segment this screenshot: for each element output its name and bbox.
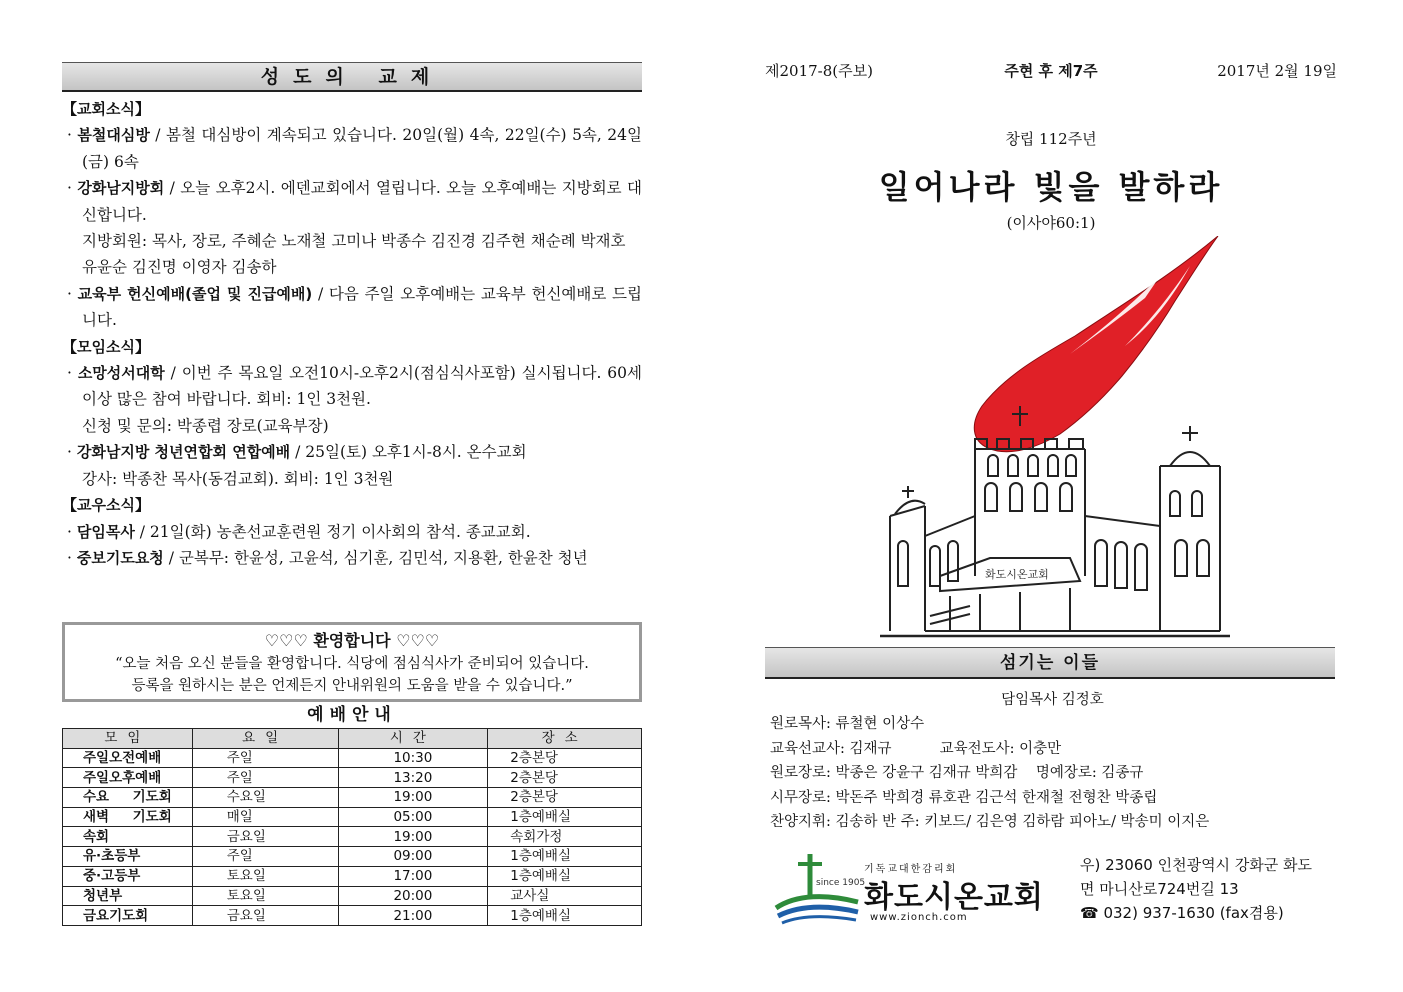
liturgical-week: 주현 후 제7주 bbox=[1004, 62, 1098, 80]
table-row bbox=[63, 847, 642, 867]
news-category: 【모임소식】 bbox=[62, 337, 150, 356]
staff-entry: 교육전도사: 이충만 bbox=[939, 740, 1062, 757]
scripture-reference: (이사야60:1) bbox=[1006, 214, 1096, 232]
table-cell: 05:00 bbox=[338, 807, 488, 827]
table-cell: 1층예배실 bbox=[488, 866, 642, 886]
column-header: 모임 bbox=[63, 729, 193, 749]
church-logo bbox=[772, 850, 1072, 930]
bulletin-date: 2017년 2월 19일 bbox=[1217, 62, 1337, 80]
staff-entry: 원로장로: 박종은 강윤구 김재규 박희감 bbox=[770, 765, 1018, 782]
table-cell: 09:00 bbox=[338, 847, 488, 867]
church-illustration bbox=[870, 236, 1240, 640]
logo-church-name: 화도시온교회 bbox=[864, 880, 1044, 915]
worship-title: 예배안내 bbox=[307, 705, 397, 725]
welcome-box bbox=[62, 622, 642, 702]
table-cell: 금요일 bbox=[192, 906, 338, 926]
staff-line: 찬양지휘: 김송하 반 주: 키보드/ 김은영 김하람 피아노/ 박송미 이지은 bbox=[770, 814, 1210, 831]
news-item-sub: 지방회원: 목사, 장로, 주혜순 노재철 고미나 박종수 김진경 김주현 채순례 박재호 유윤순 김진명 이영자 김송하 bbox=[82, 232, 626, 277]
news-item-title: 소망성서대학 bbox=[77, 364, 165, 383]
news-item-text: / 오늘 오후2시. 에덴교회에서 열립니다. 오늘 오후예배는 지방회로 대신합니다. bbox=[82, 179, 642, 224]
table-cell: 중·고등부 bbox=[63, 866, 193, 886]
table-cell: 속회가정 bbox=[488, 827, 642, 847]
column-header: 시간 bbox=[338, 729, 488, 749]
welcome-line: “오늘 처음 오신 분들을 환영합니다. 식당에 점심식사가 준비되어 있습니다. bbox=[115, 656, 589, 672]
table-cell: 매일 bbox=[192, 807, 338, 827]
table-cell: 10:30 bbox=[338, 748, 488, 768]
news-item-title: 담임목사 bbox=[76, 522, 135, 541]
table-cell: 주일오후예배 bbox=[63, 768, 193, 788]
table-cell: 주일오전예배 bbox=[63, 748, 193, 768]
phone-line: ☎ 032) 937-1630 (fax겸용) bbox=[1080, 904, 1284, 922]
anniversary: 창립 112주년 bbox=[1005, 130, 1097, 148]
table-row bbox=[63, 866, 642, 886]
news-item-title: 봄철대심방 bbox=[77, 126, 150, 145]
table-cell: 19:00 bbox=[338, 788, 488, 808]
issue-number: 제2017-8(주보) bbox=[765, 62, 873, 80]
column-header: 장소 bbox=[488, 729, 642, 749]
table-cell: 유·초등부 bbox=[63, 847, 193, 867]
logo-since: since 1905 bbox=[816, 878, 866, 888]
news-item-text: / 25일(토) 오후1시-8시. 온수교회 bbox=[290, 443, 527, 462]
news-item: · 교육부 헌신예배(졸업 및 진급예배) / 다음 주일 오후예배는 교육부 헌신예배로 드립니다. bbox=[67, 284, 642, 330]
news-list bbox=[62, 96, 642, 571]
cross-logo-icon bbox=[772, 850, 862, 930]
staff-list bbox=[770, 688, 1335, 834]
table-cell: 19:00 bbox=[338, 827, 488, 847]
staff-line: 원로목사: 류철현 이상수 bbox=[770, 716, 925, 733]
flame-shape bbox=[974, 236, 1218, 452]
worship-table bbox=[62, 728, 642, 926]
table-cell: 2층본당 bbox=[488, 768, 642, 788]
fellowship-title: 성도의 교제 bbox=[62, 62, 642, 92]
table-row bbox=[63, 807, 642, 827]
table-cell: 2층본당 bbox=[488, 788, 642, 808]
column-header: 요일 bbox=[192, 729, 338, 749]
news-item-text: / 다음 주일 오후예배는 교육부 헌신예배로 드립니다. bbox=[82, 284, 642, 330]
address-line: 우) 23060 인천광역시 강화군 화도 bbox=[1080, 856, 1313, 874]
table-cell: 수요 기도회 bbox=[63, 788, 193, 808]
table-row bbox=[63, 748, 642, 768]
table-cell: 20:00 bbox=[338, 886, 488, 906]
news-item-text: / 21일(화) 농촌선교훈련원 정기 이사회의 참석. 종교교회. bbox=[134, 522, 531, 541]
news-item-text: / 봄철 대심방이 계속되고 있습니다. 20일(월) 4속, 22일(수) 5속, 24일(금) 6속 bbox=[82, 126, 642, 171]
welcome-title: ♡♡♡ 환영합니다 ♡♡♡ bbox=[264, 631, 440, 650]
welcome-line: 등록을 원하시는 분은 언제든지 안내위원의 도움을 받을 수 있습니다.” bbox=[131, 678, 573, 694]
staff-entry: 교육선교사: 김재규 bbox=[770, 740, 892, 757]
news-item: · 봄철대심방 / 봄철 대심방이 계속되고 있습니다. 20일(월) 4속, 22일(수) 5속, 24일(금) 6속 bbox=[67, 126, 642, 171]
news-item-title: 강화남지방 청년연합회 연합예배 bbox=[76, 443, 291, 462]
table-cell: 새벽 기도회 bbox=[63, 807, 193, 827]
news-item: · 강화남지방 청년연합회 연합예배 / 25일(토) 오후1시-8시. 온수교회 bbox=[67, 443, 527, 462]
news-item-title: 교육부 헌신예배(졸업 및 진급예배) bbox=[77, 284, 313, 303]
news-item-sub: 강사: 박종찬 목사(동검교회). 회비: 1인 3천원 bbox=[82, 469, 394, 488]
staff-line: 시무장로: 박돈주 박희경 류호관 김근석 한재철 전형찬 박종립 bbox=[770, 789, 1158, 806]
table-cell: 2층본당 bbox=[488, 748, 642, 768]
table-cell: 교사실 bbox=[488, 886, 642, 906]
news-category: 【교우소식】 bbox=[62, 496, 150, 515]
table-row bbox=[63, 768, 642, 788]
senior-pastor: 담임목사 김정호 bbox=[1001, 692, 1104, 708]
staff-entry: 명예장로: 김종규 bbox=[1035, 765, 1144, 782]
news-item: · 강화남지방회 / 오늘 오후2시. 에덴교회에서 열립니다. 오늘 오후예배는 지방회로 대신합니다. bbox=[67, 179, 642, 224]
news-category: 【교회소식】 bbox=[62, 100, 150, 118]
table-cell: 수요일 bbox=[192, 788, 338, 808]
table-cell: 주일 bbox=[192, 748, 338, 768]
table-cell: 1층예배실 bbox=[488, 847, 642, 867]
logo-url: www.zionch.com bbox=[870, 912, 968, 923]
table-cell: 금요기도회 bbox=[63, 906, 193, 926]
table-cell: 21:00 bbox=[338, 906, 488, 926]
church-address bbox=[1080, 853, 1380, 925]
table-cell: 1층예배실 bbox=[488, 807, 642, 827]
staff-title: 섬기는 이들 bbox=[765, 647, 1335, 679]
table-cell: 17:00 bbox=[338, 866, 488, 886]
news-item-title: 강화남지방회 bbox=[77, 179, 165, 198]
church-sign: 화도시온교회 bbox=[985, 568, 1049, 581]
fellowship-section bbox=[62, 62, 642, 571]
news-item-title: 중보기도요청 bbox=[76, 548, 164, 567]
table-cell: 1층예배실 bbox=[488, 906, 642, 926]
table-row bbox=[63, 827, 642, 847]
news-item-text: / 군복무: 한윤성, 고윤석, 심기훈, 김민석, 지용환, 한윤찬 청년 bbox=[163, 548, 588, 567]
news-item: · 담임목사 / 21일(화) 농촌선교훈련원 정기 이사회의 참석. 종교교회. bbox=[67, 522, 531, 541]
news-item: · 소망성서대학 / 이번 주 목요일 오전10시-오후2시(점심식사포함) 실시됩니다. 60세 이상 많은 참여 바랍니다. 회비: 1인 3천원. bbox=[67, 364, 643, 409]
table-cell: 13:20 bbox=[338, 768, 488, 788]
staff-line bbox=[770, 737, 1335, 761]
table-cell: 주일 bbox=[192, 768, 338, 788]
bulletin-header bbox=[765, 60, 1337, 82]
table-cell: 속회 bbox=[63, 827, 193, 847]
table-header-row bbox=[63, 729, 642, 749]
table-row bbox=[63, 788, 642, 808]
table-cell: 토요일 bbox=[192, 866, 338, 886]
table-cell: 청년부 bbox=[63, 886, 193, 906]
table-row bbox=[63, 886, 642, 906]
table-row bbox=[63, 906, 642, 926]
logo-denomination: 기독교대한감리회 bbox=[864, 864, 958, 875]
table-cell: 주일 bbox=[192, 847, 338, 867]
news-item-text: / 이번 주 목요일 오전10시-오후2시(점심식사포함) 실시됩니다. 60세 이상 많은 참여 바랍니다. 회비: 1인 3천원. bbox=[82, 364, 643, 409]
staff-line bbox=[770, 761, 1335, 785]
table-cell: 토요일 bbox=[192, 886, 338, 906]
news-item-sub: 신청 및 문의: 박종렵 장로(교육부장) bbox=[82, 416, 329, 435]
news-item: · 중보기도요청 / 군복무: 한윤성, 고윤석, 심기훈, 김민석, 지용환, 한윤찬 청년 bbox=[67, 548, 588, 567]
main-title: 일어나라 빛을 발하라 bbox=[878, 168, 1224, 206]
table-cell: 금요일 bbox=[192, 827, 338, 847]
address-line: 면 마니산로724번길 13 bbox=[1080, 880, 1239, 898]
